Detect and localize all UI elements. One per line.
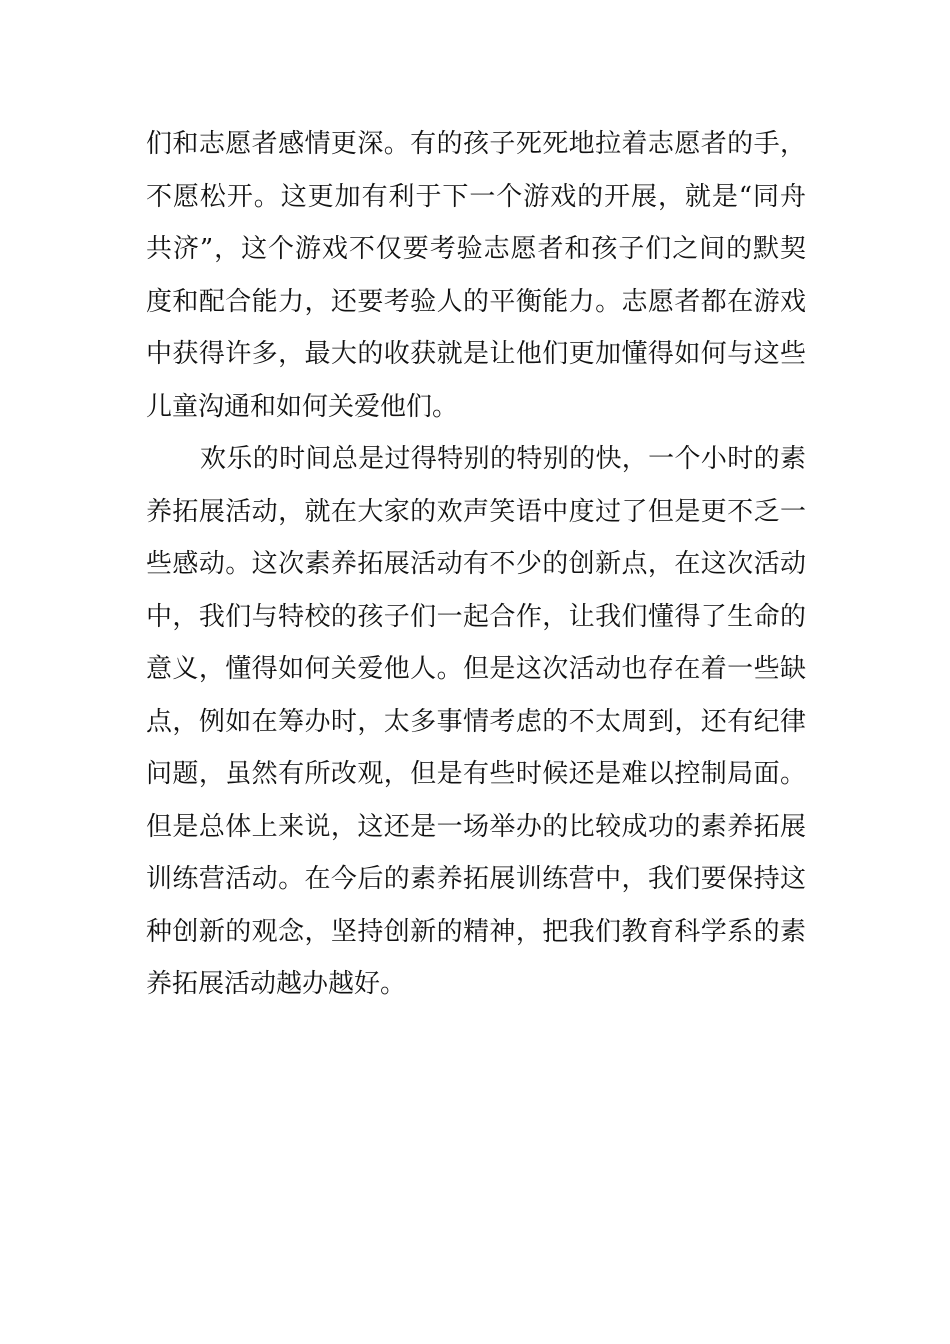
text-line: 些感动。这次素养拓展活动有不少的创新点，在这次活动 <box>146 549 806 579</box>
paragraph-1 <box>146 118 806 433</box>
text-line: 但是总体上来说，这还是一场举办的比较成功的素养拓展 <box>146 811 806 842</box>
text-line: 欢乐的时间总是过得特别的特别的快，一个小时的素 <box>200 444 806 474</box>
text-line: 共济”，这个游戏不仅要考验志愿者和孩子们之间的默契 <box>146 234 806 264</box>
text-line: 中，我们与特校的孩子们一起合作，让我们懂得了生命的 <box>146 601 806 632</box>
body-text <box>146 118 806 1011</box>
text-line: 意义，懂得如何关爱他人。但是这次活动也存在着一些缺 <box>146 654 806 684</box>
paragraph-2 <box>146 433 806 1011</box>
text-line: 中获得许多，最大的收获就是让他们更加懂得如何与这些 <box>146 339 806 369</box>
text-line: 们和志愿者感情更深。有的孩子死死地拉着志愿者的手， <box>146 129 806 159</box>
text-line: 种创新的观念，坚持创新的精神，把我们教育科学系的素 <box>146 916 806 947</box>
text-line: 问题，虽然有所改观，但是有些时候还是难以控制局面。 <box>146 759 806 789</box>
text-line: 养拓展活动越办越好。 <box>146 969 407 999</box>
text-line: 养拓展活动，就在大家的欢声笑语中度过了但是更不乏一 <box>146 496 806 527</box>
text-line: 不愿松开。这更加有利于下一个游戏的开展，就是“同舟 <box>146 181 806 212</box>
text-line: 儿童沟通和如何关爱他们。 <box>146 391 459 422</box>
text-line: 训练营活动。在今后的素养拓展训练营中，我们要保持这 <box>146 864 806 894</box>
text-line: 度和配合能力，还要考验人的平衡能力。志愿者都在游戏 <box>146 286 806 317</box>
text-line: 点，例如在筹办时，太多事情考虑的不太周到，还有纪律 <box>146 706 806 737</box>
